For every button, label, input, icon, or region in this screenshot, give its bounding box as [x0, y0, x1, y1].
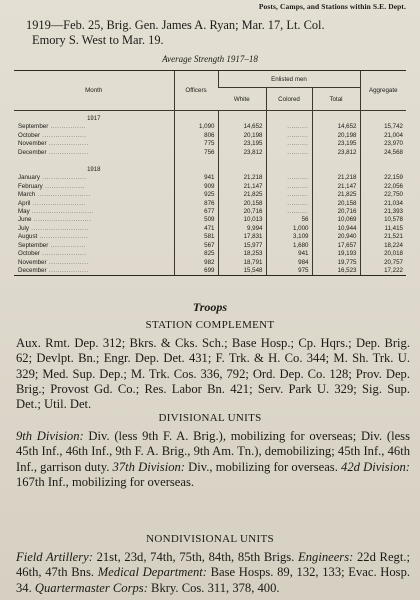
officers-cell: 509	[174, 216, 218, 224]
officers-cell: 699	[174, 267, 218, 276]
colored-cell: ..........	[266, 200, 312, 208]
aggregate-cell: 21,034	[360, 200, 406, 208]
colored-cell: ..........	[266, 149, 312, 157]
officers-cell: 756	[174, 149, 218, 157]
total-cell: 14,652	[312, 123, 360, 131]
station-complement-heading: STATION COMPLEMENT	[145, 319, 275, 331]
officers-cell: 775	[174, 140, 218, 148]
colored-cell: 975	[266, 267, 312, 276]
empty-cell	[218, 111, 266, 124]
leader-dots: ........................	[35, 191, 91, 199]
total-cell: 10,944	[312, 225, 360, 233]
table-row	[14, 140, 406, 148]
colored-cell: ..........	[266, 123, 312, 131]
month-label: August	[18, 233, 38, 241]
white-cell: 20,158	[218, 200, 266, 208]
officers-cell: 1,090	[174, 123, 218, 131]
aggregate-cell: 21,004	[360, 132, 406, 140]
divisional-units-heading: DIVISIONAL UNITS	[158, 412, 262, 424]
colored-cell: 941	[266, 250, 312, 258]
division-9-label: 9th Division:	[16, 429, 84, 443]
month-cell	[14, 233, 174, 241]
colored-cell: 1,680	[266, 242, 312, 250]
table-row	[14, 183, 406, 191]
header-officers: Officers	[174, 71, 218, 111]
month-cell	[14, 183, 174, 191]
colored-cell: 984	[266, 259, 312, 267]
table-row	[14, 191, 406, 199]
colored-cell: ..........	[266, 174, 312, 182]
empty-cell	[174, 111, 218, 124]
month-label: November	[18, 140, 47, 148]
leader-dots: ....................	[40, 174, 87, 182]
month-label: December	[18, 148, 47, 156]
officers-cell: 567	[174, 242, 218, 250]
field-artillery-text: 21st, 23d, 74th, 75th, 84th, 85th Brigs.	[92, 550, 299, 564]
table-row	[14, 216, 406, 224]
month-label: October	[18, 131, 41, 139]
leader-dots: ................	[48, 241, 87, 249]
total-cell: 17,657	[312, 242, 360, 250]
month-label: April	[18, 199, 31, 207]
empty-cell	[312, 111, 360, 124]
intro-paragraph	[26, 18, 406, 48]
division-42-label: 42d Division:	[341, 459, 410, 474]
header-white: White	[218, 88, 266, 111]
officers-cell: 677	[174, 208, 218, 216]
table-row	[14, 132, 406, 140]
total-cell: 23,195	[312, 140, 360, 148]
total-cell: 21,218	[312, 174, 360, 182]
officers-cell: 982	[174, 259, 218, 267]
month-cell	[14, 242, 174, 250]
white-cell: 10,013	[218, 216, 266, 224]
intro-line-1: 1919—Feb. 25, Brig. Gen. James A. Ryan; Mar. 17, Lt. Col.	[26, 18, 325, 32]
leader-dots: ............................	[29, 208, 95, 216]
white-cell: 21,825	[218, 191, 266, 199]
total-cell: 10,069	[312, 216, 360, 224]
month-cell	[14, 140, 174, 148]
leader-dots: ..................	[46, 266, 89, 274]
white-cell: 18,253	[218, 250, 266, 258]
colored-cell: ..........	[266, 132, 312, 140]
table-row	[14, 200, 406, 208]
troops-heading: Troops	[192, 300, 228, 314]
total-cell: 16,523	[312, 267, 360, 276]
month-cell	[14, 216, 174, 224]
month-cell	[14, 132, 174, 140]
year-label: 1917	[87, 116, 101, 122]
month-cell	[14, 250, 174, 258]
officers-cell: 471	[174, 225, 218, 233]
aggregate-cell: 23,970	[360, 140, 406, 148]
header-colored: Colored	[266, 88, 312, 111]
station-complement-text: Aux. Rmt. Dep. 312; Bkrs. & Cks. Sch.; Base Hosp.; Cp. Hqrs.; Dep. Brig. 62; Devlpt. Bn.; Engr. Dep. Det. 431; F. Trk. & H. Co. 344; M. Sh. Trk. U. 329; Med. Sup. Dep.; M. Trk. Cos. 336, 792; Ord. Dep. Co. 128; Prov. Dep. Brig.; Provost Gd. Co.; Res. Labor Bn. 421; Serv. Park U. 329; Sig. Sup. Det.; Util. Det.	[16, 336, 410, 412]
officers-cell: 941	[174, 174, 218, 182]
empty-cell	[360, 111, 406, 124]
year-label: 1918	[87, 167, 101, 174]
total-cell: 23,812	[312, 149, 360, 157]
white-cell: 20,198	[218, 132, 266, 140]
white-cell: 9,994	[218, 225, 266, 233]
medical-department-text: Base Hosps. 89, 132, 133; Evac. Hosp. 34.	[16, 565, 411, 595]
leader-dots: ..................	[46, 148, 89, 156]
white-cell: 23,195	[218, 140, 266, 148]
colored-cell: 3,109	[266, 233, 312, 241]
month-label: May	[18, 208, 30, 216]
officers-cell: 925	[174, 191, 218, 199]
white-cell: 17,831	[218, 233, 266, 241]
total-cell: 20,716	[312, 208, 360, 216]
month-cell	[14, 225, 174, 233]
leader-dots: ..........................	[29, 224, 89, 232]
officers-cell: 806	[174, 132, 218, 140]
officers-cell: 876	[174, 200, 218, 208]
white-cell: 21,147	[218, 183, 266, 191]
header-aggregate: Aggregate	[360, 71, 406, 111]
field-artillery-label: Field Artillery:	[16, 550, 93, 564]
leader-dots: ..........................	[31, 216, 92, 224]
aggregate-cell: 17,222	[360, 267, 406, 276]
aggregate-cell: 15,742	[360, 123, 406, 131]
division-42-text: 167th Inf., mobilizing for overseas.	[16, 474, 195, 489]
colored-cell: 56	[266, 216, 312, 224]
empty-cell	[360, 162, 406, 174]
average-strength-table	[14, 70, 406, 276]
total-cell: 21,825	[312, 191, 360, 199]
leader-dots: ......................	[37, 233, 89, 241]
month-cell	[14, 149, 174, 157]
month-cell	[14, 200, 174, 208]
white-cell: 15,548	[218, 267, 266, 276]
aggregate-cell: 20,757	[360, 259, 406, 267]
header-enlisted: Enlisted men	[218, 71, 360, 88]
white-cell: 23,812	[218, 149, 266, 157]
leader-dots: ..................	[46, 258, 89, 266]
total-cell: 20,940	[312, 233, 360, 241]
colored-cell: ..........	[266, 208, 312, 216]
total-cell: 19,775	[312, 259, 360, 267]
empty-cell	[266, 111, 312, 124]
colored-cell: ..........	[266, 183, 312, 191]
colored-cell: ..........	[266, 191, 312, 199]
month-cell	[14, 267, 174, 276]
total-cell: 19,193	[312, 250, 360, 258]
leader-dots: ..................	[42, 182, 85, 190]
month-cell	[14, 123, 174, 131]
medical-department-label: Medical Department:	[97, 565, 207, 580]
table-row	[14, 242, 406, 250]
aggregate-cell: 20,018	[360, 250, 406, 258]
total-cell: 20,198	[312, 132, 360, 140]
table-row	[14, 208, 406, 216]
white-cell: 18,791	[218, 259, 266, 267]
table-row	[14, 233, 406, 241]
year-row	[14, 111, 406, 124]
divisional-units-text	[16, 429, 410, 490]
month-label: February	[18, 182, 43, 190]
empty-cell	[266, 162, 312, 174]
header-month: Month	[14, 71, 174, 111]
colored-cell: ..........	[266, 140, 312, 148]
aggregate-cell: 22,750	[360, 191, 406, 199]
officers-cell: 581	[174, 233, 218, 241]
table-row	[14, 267, 406, 276]
leader-dots: ....................	[40, 250, 87, 258]
month-cell	[14, 174, 174, 182]
running-head: Posts, Camps, and Stations within S.E. Dept.	[258, 2, 406, 11]
aggregate-cell: 10,578	[360, 216, 406, 224]
empty-cell	[174, 162, 218, 174]
empty-cell	[312, 162, 360, 174]
quartermaster-corps-label: Quartermaster Corps:	[34, 580, 148, 595]
officers-cell: 825	[174, 250, 218, 258]
month-label: September	[18, 241, 49, 249]
white-cell: 21,218	[218, 174, 266, 182]
month-label: June	[18, 216, 32, 224]
month-label: July	[18, 224, 30, 232]
aggregate-cell: 21,393	[360, 208, 406, 216]
quartermaster-corps-text: Bkry. Cos. 311, 378, 400.	[147, 580, 280, 595]
nondivisional-units-text	[16, 550, 410, 596]
nondivisional-units-heading: NONDIVISIONAL UNITS	[146, 533, 274, 545]
month-label: October	[18, 250, 41, 258]
leader-dots: ....................	[40, 131, 87, 139]
leader-dots: ........................	[30, 199, 86, 207]
officers-cell: 909	[174, 183, 218, 191]
month-cell	[14, 259, 174, 267]
leader-dots: ..................	[46, 140, 89, 148]
white-cell: 14,652	[218, 123, 266, 131]
table-title: Average Strength 1917–18	[162, 54, 258, 64]
division-37-label: 37th Division:	[112, 459, 185, 474]
white-cell: 20,716	[218, 208, 266, 216]
table-row	[14, 174, 406, 182]
table-row	[14, 149, 406, 157]
month-cell	[14, 191, 174, 199]
table-body	[14, 111, 406, 276]
aggregate-cell: 18,224	[360, 242, 406, 250]
aggregate-cell: 22,159	[360, 174, 406, 182]
division-9-text: Div. (less 9th F. A. Brig.), mobilizing for overseas; Div. (less 45th Inf., 46th Inf., 9th F. A. Brig., 9th Am. Tn.), demobilizing; 45th Inf., 46th Inf., garrison duty.	[16, 429, 410, 474]
total-cell: 20,158	[312, 200, 360, 208]
year-row	[14, 162, 406, 174]
month-label: January	[18, 174, 41, 182]
engineers-text: 22d Regt.; 46th, 47th Bns.	[16, 550, 410, 580]
colored-cell: 1,000	[266, 225, 312, 233]
month-label: September	[18, 123, 49, 131]
aggregate-cell: 21,521	[360, 233, 406, 241]
leader-dots: ................	[48, 123, 87, 131]
table-row	[14, 225, 406, 233]
total-cell: 21,147	[312, 183, 360, 191]
header-total: Total	[312, 88, 360, 111]
aggregate-cell: 11,415	[360, 225, 406, 233]
division-37-text: Div., mobilizing for overseas.	[184, 459, 342, 474]
engineers-label: Engineers:	[298, 550, 354, 564]
aggregate-cell: 24,568	[360, 149, 406, 157]
intro-line-2: Emory S. West to Mar. 19.	[32, 33, 164, 47]
table-row	[14, 259, 406, 267]
month-label: March	[18, 191, 36, 199]
table-row	[14, 123, 406, 131]
table-row	[14, 250, 406, 258]
aggregate-cell: 22,056	[360, 183, 406, 191]
white-cell: 15,977	[218, 242, 266, 250]
empty-cell	[218, 162, 266, 174]
month-label: December	[18, 266, 47, 274]
month-label: November	[18, 258, 47, 266]
month-cell	[14, 208, 174, 216]
